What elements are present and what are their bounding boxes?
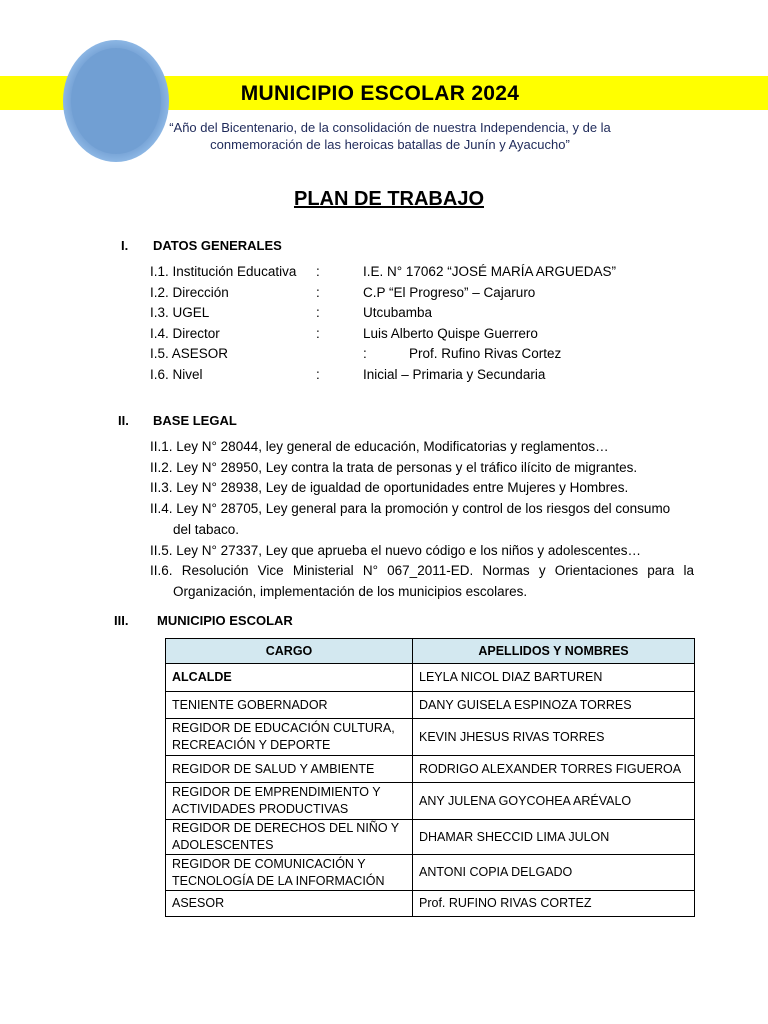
section-heading-base-legal [118,413,418,429]
cargo-cell: REGIDOR DE EMPRENDIMIENTO Y ACTIVIDADES PRODUCTIVAS [166,783,413,820]
cargo-cell: REGIDOR DE EDUCACIÓN CULTURA, RECREACIÓN Y DEPORTE [166,719,413,756]
table-row [166,664,695,692]
column-header-cargo: CARGO [166,639,413,664]
legal-item [150,458,694,479]
nombre-cell: LEYLA NICOL DIAZ BARTUREN [413,664,695,692]
section-number: III. [114,613,129,628]
section-number: I. [121,238,129,253]
nombre-cell: RODRIGO ALEXANDER TORRES FIGUEROA [413,756,695,783]
column-header-nombres: APELLIDOS Y NOMBRES [413,639,695,664]
legal-item-continuation: del tabaco. [173,521,240,537]
datos-row [150,346,562,361]
legal-item [150,541,694,562]
row-separator: : [363,346,367,361]
legal-item-text: II.2. Ley N° 28950, Ley contra la trata de personas y el tráfico ilícito de migrantes. [150,459,638,475]
datos-row [150,367,546,382]
base-legal-list [150,437,694,603]
cargo-cell: REGIDOR DE DERECHOS DEL NIÑO Y ADOLESCENTES [166,820,413,855]
legal-item-text: II.6. Resolución Vice Ministerial N° 067_2011-ED. Normas y Orientaciones para la [150,563,694,579]
legal-item-text: II.3. Ley N° 28938, Ley de igualdad de oportunidades entre Mujeres y Hombres. [150,480,629,496]
legal-item-text: II.1. Ley N° 28044, ley general de educación, Modificatorias y reglamentos… [150,439,609,454]
row-label: I.3. UGEL [150,305,210,320]
nombre-cell: Prof. RUFINO RIVAS CORTEZ [413,891,695,917]
datos-row [150,326,538,341]
row-label: I.1. Institución Educativa [150,264,297,279]
nombre-cell: DANY GUISELA ESPINOZA TORRES [413,692,695,719]
row-label: I.4. Director [150,326,220,341]
municipio-escolar-table [165,638,695,917]
datos-row [150,285,536,300]
row-separator: : [316,264,320,279]
row-label: I.2. Dirección [150,285,229,300]
legal-item [150,561,694,602]
table-row [166,891,695,917]
nombre-cell: ANTONI COPIA DELGADO [413,855,695,891]
row-separator: : [316,285,320,300]
table-row [166,783,695,820]
nombre-cell: DHAMAR SHECCID LIMA JULON [413,820,695,855]
cargo-cell: REGIDOR DE SALUD Y AMBIENTE [166,756,413,783]
section-number: II. [118,413,129,428]
legal-item [150,499,694,540]
nombre-cell: KEVIN JHESUS RIVAS TORRES [413,719,695,756]
table-header-row [166,639,695,664]
motto-line-2: conmemoración de las heroicas batallas de Junín y Ayacucho” [210,137,570,152]
document-title: PLAN DE TRABAJO [293,188,484,210]
legal-item-text: II.5. Ley N° 27337, Ley que aprueba el nuevo código e los niños y adolescentes… [150,542,641,558]
row-value: C.P “El Progreso” – Cajaruro [363,285,536,300]
section-title: DATOS GENERALES [153,238,282,253]
section-title: BASE LEGAL [153,413,237,428]
row-separator: : [316,367,320,382]
table-row [166,719,695,756]
legal-item [150,437,694,458]
cargo-cell: TENIENTE GOBERNADOR [166,692,413,719]
row-value: Prof. Rufino Rivas Cortez [409,346,562,361]
table-row [166,756,695,783]
table-row [166,820,695,855]
datos-row [150,264,616,279]
row-label: I.6. Nivel [150,367,203,382]
section-title: MUNICIPIO ESCOLAR [157,613,293,628]
legal-item [150,478,694,499]
row-separator: : [316,326,320,341]
row-value: Luis Alberto Quispe Guerrero [363,326,538,341]
year-motto [140,119,640,153]
row-separator: : [316,305,320,320]
row-value: Inicial – Primaria y Secundaria [363,367,546,382]
legal-item-text: II.4. Ley N° 28705, Ley general para la promoción y control de los riesgos del consumo [150,501,671,517]
row-value: I.E. N° 17062 “JOSÉ MARÍA ARGUEDAS” [363,264,616,279]
section-heading-municipio-escolar [114,613,414,629]
cargo-cell: ALCALDE [166,664,413,692]
banner-title: MUNICIPIO ESCOLAR 2024 [240,82,520,105]
cargo-cell: REGIDOR DE COMUNICACIÓN Y TECNOLOGÍA DE LA INFORMACIÓN [166,855,413,891]
nombre-cell: ANY JULENA GOYCOHEA ARÉVALO [413,783,695,820]
datos-row [150,305,433,320]
table-row [166,855,695,891]
motto-line-1: “Año del Bicentenario, de la consolidación de nuestra Independencia, y de la [169,120,611,135]
section-heading-datos-generales [121,238,421,254]
table-row [166,692,695,719]
row-value: Utcubamba [363,305,433,320]
legal-item-continuation: Organización, implementación de los municipios escolares. [173,583,528,599]
row-label: I.5. ASESOR [150,346,229,361]
cargo-cell: ASESOR [166,891,413,917]
